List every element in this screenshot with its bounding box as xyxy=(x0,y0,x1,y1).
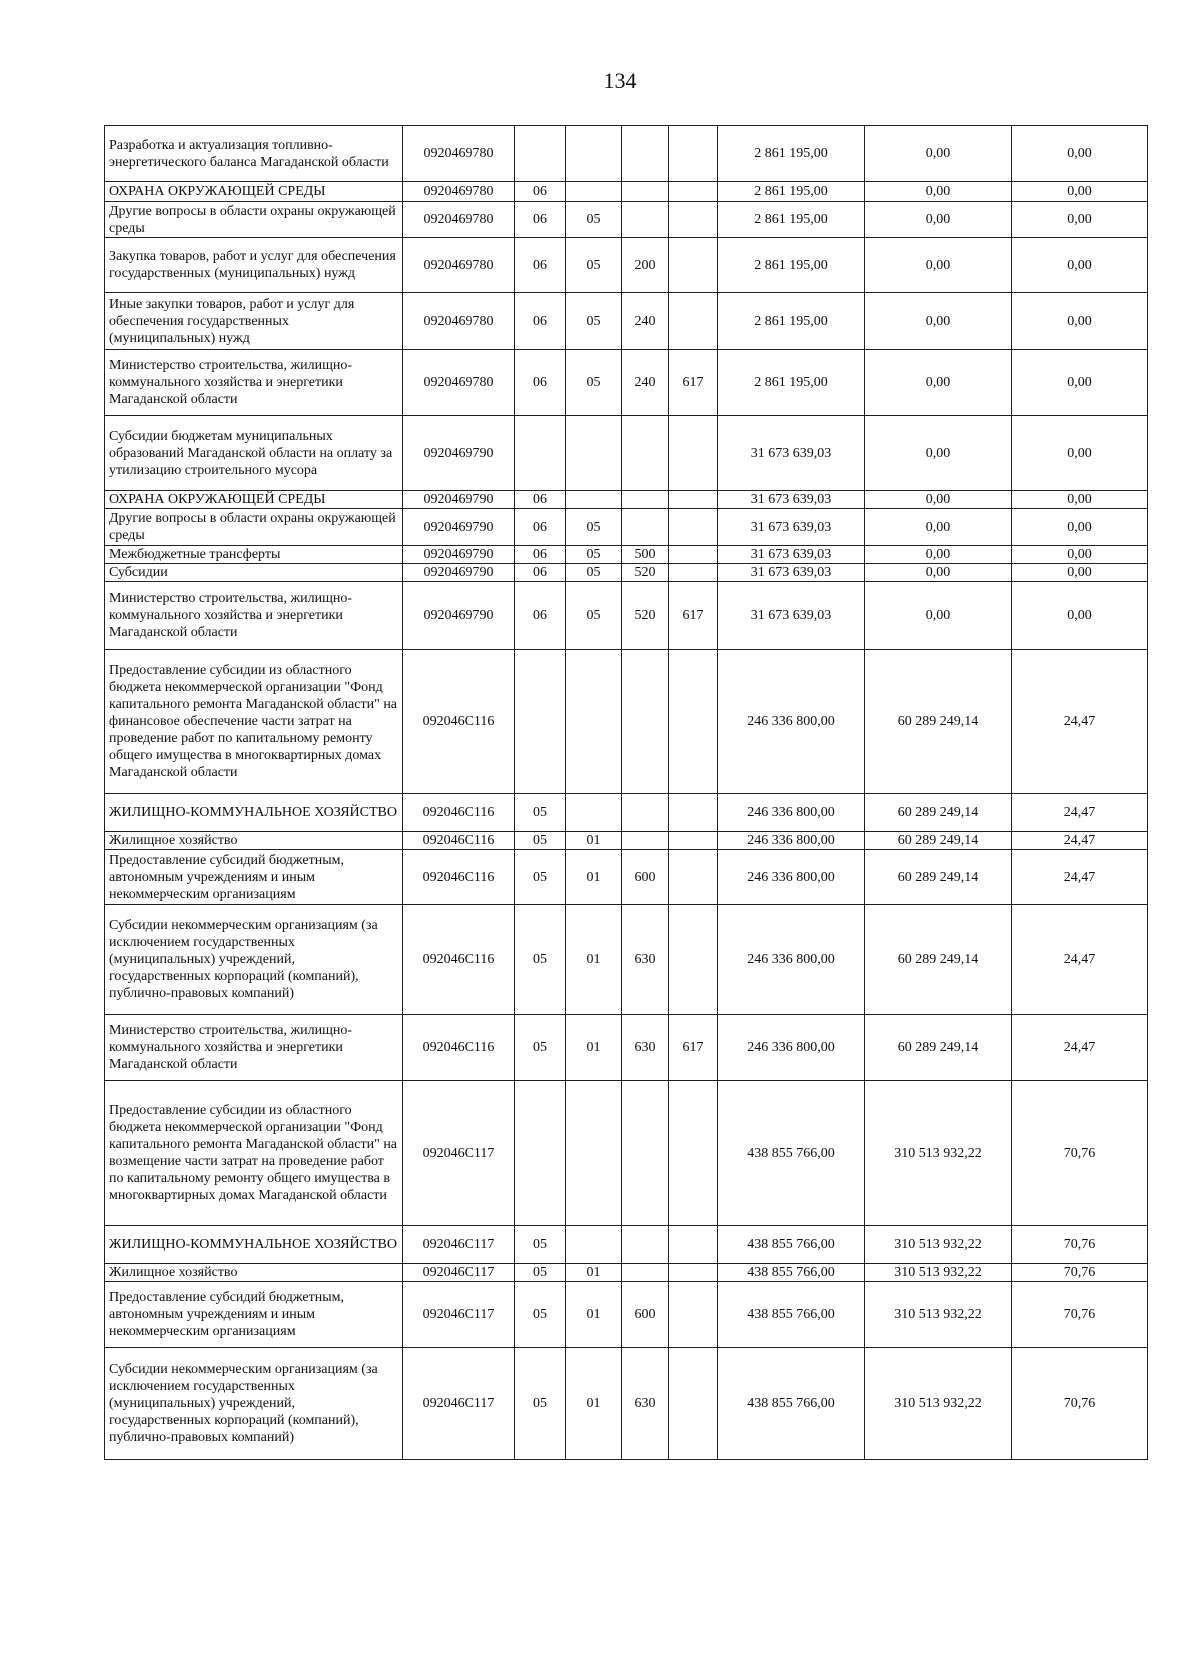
row-vr-cell: 600 xyxy=(622,1282,669,1348)
row-csr-cell: 0920469790 xyxy=(403,564,515,582)
row-pr-cell: 05 xyxy=(566,202,622,238)
row-fact-cell: 0,00 xyxy=(865,182,1012,202)
row-fact-cell: 60 289 249,14 xyxy=(865,650,1012,794)
row-vr-cell xyxy=(622,182,669,202)
row-csr-cell: 0920469780 xyxy=(403,238,515,293)
row-csr-cell: 092046С116 xyxy=(403,905,515,1015)
row-fact-cell: 0,00 xyxy=(865,293,1012,350)
row-percent-cell: 0,00 xyxy=(1012,509,1148,546)
row-plan-cell: 2 861 195,00 xyxy=(718,182,865,202)
row-grbs-cell xyxy=(669,905,718,1015)
table-row xyxy=(105,238,1148,293)
row-grbs-cell xyxy=(669,126,718,182)
row-rz-cell: 05 xyxy=(515,832,566,850)
row-plan-cell: 31 673 639,03 xyxy=(718,582,865,650)
row-rz-cell: 05 xyxy=(515,1264,566,1282)
row-pr-cell xyxy=(566,794,622,832)
row-csr-cell: 092046С117 xyxy=(403,1282,515,1348)
row-pr-cell xyxy=(566,491,622,509)
row-vr-cell xyxy=(622,1226,669,1264)
row-rz-cell: 06 xyxy=(515,509,566,546)
row-name-cell: Субсидии некоммерческим организациям (за исключением государственных (муниципальных) учреждений, государственных корпораций (компаний), публично-правовых компаний) xyxy=(105,1348,403,1460)
row-percent-cell: 0,00 xyxy=(1012,202,1148,238)
row-csr-cell: 0920469790 xyxy=(403,416,515,491)
row-pr-cell xyxy=(566,416,622,491)
row-percent-cell: 70,76 xyxy=(1012,1226,1148,1264)
row-plan-cell: 438 855 766,00 xyxy=(718,1264,865,1282)
row-name-cell: Разработка и актуализация топливно-энергетического баланса Магаданской области xyxy=(105,126,403,182)
row-csr-cell: 092046С116 xyxy=(403,850,515,905)
row-csr-cell: 0920469780 xyxy=(403,293,515,350)
row-grbs-cell xyxy=(669,794,718,832)
row-pr-cell: 01 xyxy=(566,905,622,1015)
row-rz-cell: 05 xyxy=(515,1348,566,1460)
row-plan-cell: 31 673 639,03 xyxy=(718,546,865,564)
row-vr-cell: 520 xyxy=(622,582,669,650)
row-grbs-cell: 617 xyxy=(669,1015,718,1081)
row-plan-cell: 246 336 800,00 xyxy=(718,1015,865,1081)
row-rz-cell: 06 xyxy=(515,350,566,416)
row-percent-cell: 0,00 xyxy=(1012,416,1148,491)
row-percent-cell: 0,00 xyxy=(1012,546,1148,564)
row-rz-cell: 05 xyxy=(515,1226,566,1264)
row-rz-cell: 06 xyxy=(515,202,566,238)
row-fact-cell: 310 513 932,22 xyxy=(865,1226,1012,1264)
row-pr-cell xyxy=(566,650,622,794)
row-pr-cell: 01 xyxy=(566,1282,622,1348)
row-vr-cell: 240 xyxy=(622,350,669,416)
row-plan-cell: 31 673 639,03 xyxy=(718,416,865,491)
row-pr-cell: 05 xyxy=(566,238,622,293)
row-csr-cell: 0920469780 xyxy=(403,182,515,202)
table-row xyxy=(105,1264,1148,1282)
row-pr-cell: 05 xyxy=(566,293,622,350)
row-rz-cell: 05 xyxy=(515,850,566,905)
row-vr-cell: 630 xyxy=(622,1015,669,1081)
row-csr-cell: 0920469780 xyxy=(403,350,515,416)
table-row xyxy=(105,293,1148,350)
row-rz-cell: 06 xyxy=(515,546,566,564)
row-csr-cell: 0920469790 xyxy=(403,509,515,546)
table-row xyxy=(105,1282,1148,1348)
row-vr-cell: 520 xyxy=(622,564,669,582)
row-name-cell: Министерство строительства, жилищно-коммунального хозяйства и энергетики Магаданской области xyxy=(105,1015,403,1081)
row-csr-cell: 092046С117 xyxy=(403,1081,515,1226)
row-grbs-cell: 617 xyxy=(669,582,718,650)
row-percent-cell: 70,76 xyxy=(1012,1264,1148,1282)
row-fact-cell: 60 289 249,14 xyxy=(865,1015,1012,1081)
row-grbs-cell xyxy=(669,1348,718,1460)
row-pr-cell: 01 xyxy=(566,832,622,850)
row-pr-cell xyxy=(566,182,622,202)
table-row xyxy=(105,416,1148,491)
row-fact-cell: 60 289 249,14 xyxy=(865,850,1012,905)
row-plan-cell: 246 336 800,00 xyxy=(718,850,865,905)
row-fact-cell: 310 513 932,22 xyxy=(865,1264,1012,1282)
row-plan-cell: 438 855 766,00 xyxy=(718,1282,865,1348)
row-name-cell: ЖИЛИЩНО-КОММУНАЛЬНОЕ ХОЗЯЙСТВО xyxy=(105,794,403,832)
table-row xyxy=(105,202,1148,238)
table-row xyxy=(105,905,1148,1015)
row-rz-cell: 05 xyxy=(515,1015,566,1081)
row-plan-cell: 246 336 800,00 xyxy=(718,905,865,1015)
row-fact-cell: 0,00 xyxy=(865,202,1012,238)
row-name-cell: Другие вопросы в области охраны окружающей среды xyxy=(105,509,403,546)
row-vr-cell xyxy=(622,794,669,832)
row-percent-cell: 0,00 xyxy=(1012,238,1148,293)
row-plan-cell: 246 336 800,00 xyxy=(718,650,865,794)
table-row xyxy=(105,509,1148,546)
row-rz-cell: 05 xyxy=(515,905,566,1015)
row-rz-cell: 05 xyxy=(515,794,566,832)
row-name-cell: Министерство строительства, жилищно-коммунального хозяйства и энергетики Магаданской области xyxy=(105,350,403,416)
row-csr-cell: 0920469790 xyxy=(403,546,515,564)
row-percent-cell: 0,00 xyxy=(1012,182,1148,202)
row-fact-cell: 0,00 xyxy=(865,582,1012,650)
row-percent-cell: 70,76 xyxy=(1012,1081,1148,1226)
row-vr-cell xyxy=(622,1264,669,1282)
row-fact-cell: 310 513 932,22 xyxy=(865,1081,1012,1226)
row-csr-cell: 092046С116 xyxy=(403,650,515,794)
row-name-cell: Жилищное хозяйство xyxy=(105,1264,403,1282)
row-grbs-cell xyxy=(669,416,718,491)
row-fact-cell: 0,00 xyxy=(865,564,1012,582)
row-pr-cell: 05 xyxy=(566,350,622,416)
row-plan-cell: 31 673 639,03 xyxy=(718,491,865,509)
row-rz-cell: 06 xyxy=(515,491,566,509)
table-row xyxy=(105,650,1148,794)
row-vr-cell xyxy=(622,1081,669,1226)
table-row xyxy=(105,850,1148,905)
row-fact-cell: 310 513 932,22 xyxy=(865,1348,1012,1460)
row-rz-cell xyxy=(515,650,566,794)
row-vr-cell xyxy=(622,126,669,182)
row-csr-cell: 092046С116 xyxy=(403,1015,515,1081)
row-fact-cell: 60 289 249,14 xyxy=(865,794,1012,832)
row-rz-cell: 06 xyxy=(515,582,566,650)
row-percent-cell: 70,76 xyxy=(1012,1348,1148,1460)
row-fact-cell: 0,00 xyxy=(865,416,1012,491)
row-csr-cell: 0920469790 xyxy=(403,491,515,509)
row-percent-cell: 0,00 xyxy=(1012,582,1148,650)
row-name-cell: ЖИЛИЩНО-КОММУНАЛЬНОЕ ХОЗЯЙСТВО xyxy=(105,1226,403,1264)
row-percent-cell: 0,00 xyxy=(1012,293,1148,350)
row-pr-cell: 01 xyxy=(566,1015,622,1081)
row-fact-cell: 0,00 xyxy=(865,491,1012,509)
row-plan-cell: 31 673 639,03 xyxy=(718,509,865,546)
row-csr-cell: 092046С116 xyxy=(403,832,515,850)
row-grbs-cell xyxy=(669,1226,718,1264)
row-pr-cell: 05 xyxy=(566,509,622,546)
row-rz-cell xyxy=(515,416,566,491)
table-row xyxy=(105,582,1148,650)
row-vr-cell: 630 xyxy=(622,905,669,1015)
row-csr-cell: 092046С116 xyxy=(403,794,515,832)
row-plan-cell: 2 861 195,00 xyxy=(718,126,865,182)
row-fact-cell: 0,00 xyxy=(865,546,1012,564)
table-row xyxy=(105,1081,1148,1226)
row-grbs-cell xyxy=(669,202,718,238)
row-grbs-cell xyxy=(669,546,718,564)
table-row xyxy=(105,564,1148,582)
row-name-cell: Другие вопросы в области охраны окружающей среды xyxy=(105,202,403,238)
row-plan-cell: 31 673 639,03 xyxy=(718,564,865,582)
row-pr-cell xyxy=(566,126,622,182)
row-grbs-cell xyxy=(669,509,718,546)
row-rz-cell: 06 xyxy=(515,293,566,350)
row-csr-cell: 092046С117 xyxy=(403,1264,515,1282)
row-percent-cell: 24,47 xyxy=(1012,832,1148,850)
row-grbs-cell xyxy=(669,182,718,202)
budget-table xyxy=(104,125,1148,1460)
row-name-cell: Предоставление субсидий бюджетным, автономным учреждениям и иным некоммерческим организациям xyxy=(105,850,403,905)
page-number: 134 xyxy=(603,68,637,93)
row-name-cell: ОХРАНА ОКРУЖАЮЩЕЙ СРЕДЫ xyxy=(105,491,403,509)
row-csr-cell: 092046С117 xyxy=(403,1226,515,1264)
row-grbs-cell xyxy=(669,1282,718,1348)
row-vr-cell xyxy=(622,509,669,546)
row-csr-cell: 0920469780 xyxy=(403,202,515,238)
row-grbs-cell xyxy=(669,1264,718,1282)
row-fact-cell: 0,00 xyxy=(865,238,1012,293)
row-rz-cell: 06 xyxy=(515,564,566,582)
row-percent-cell: 70,76 xyxy=(1012,1282,1148,1348)
row-plan-cell: 2 861 195,00 xyxy=(718,202,865,238)
row-name-cell: Предоставление субсидии из областного бюджета некоммерческой организации "Фонд капитального ремонта Магаданской области" на возмещение части затрат на проведение работ по капитальному ремонту общего имущества в многоквартирных домах Магаданской области xyxy=(105,1081,403,1226)
row-plan-cell: 246 336 800,00 xyxy=(718,794,865,832)
row-name-cell: Иные закупки товаров, работ и услуг для обеспечения государственных (муниципальных) нужд xyxy=(105,293,403,350)
row-percent-cell: 24,47 xyxy=(1012,850,1148,905)
table-row xyxy=(105,126,1148,182)
row-vr-cell xyxy=(622,832,669,850)
row-pr-cell: 01 xyxy=(566,1264,622,1282)
row-fact-cell: 0,00 xyxy=(865,350,1012,416)
row-vr-cell xyxy=(622,491,669,509)
row-pr-cell: 05 xyxy=(566,546,622,564)
row-grbs-cell xyxy=(669,564,718,582)
row-name-cell: Предоставление субсидии из областного бюджета некоммерческой организации "Фонд капитального ремонта Магаданской области" на финансовое обеспечение части затрат на проведение работ по капитальному ремонту общего имущества в многоквартирных домах Магаданской области xyxy=(105,650,403,794)
row-vr-cell: 630 xyxy=(622,1348,669,1460)
row-name-cell: ОХРАНА ОКРУЖАЮЩЕЙ СРЕДЫ xyxy=(105,182,403,202)
row-fact-cell: 0,00 xyxy=(865,126,1012,182)
row-fact-cell: 0,00 xyxy=(865,509,1012,546)
table-row xyxy=(105,794,1148,832)
row-vr-cell: 200 xyxy=(622,238,669,293)
row-name-cell: Жилищное хозяйство xyxy=(105,832,403,850)
row-rz-cell: 05 xyxy=(515,1282,566,1348)
row-name-cell: Субсидии некоммерческим организациям (за исключением государственных (муниципальных) учреждений, государственных корпораций (компаний), публично-правовых компаний) xyxy=(105,905,403,1015)
table-row xyxy=(105,491,1148,509)
row-percent-cell: 24,47 xyxy=(1012,650,1148,794)
row-name-cell: Межбюджетные трансферты xyxy=(105,546,403,564)
row-grbs-cell xyxy=(669,850,718,905)
row-fact-cell: 60 289 249,14 xyxy=(865,905,1012,1015)
row-plan-cell: 438 855 766,00 xyxy=(718,1226,865,1264)
row-fact-cell: 60 289 249,14 xyxy=(865,832,1012,850)
table-row xyxy=(105,1226,1148,1264)
row-grbs-cell xyxy=(669,832,718,850)
row-vr-cell: 240 xyxy=(622,293,669,350)
row-rz-cell: 06 xyxy=(515,238,566,293)
row-pr-cell: 05 xyxy=(566,582,622,650)
row-percent-cell: 24,47 xyxy=(1012,905,1148,1015)
table-body xyxy=(105,126,1148,1460)
row-grbs-cell xyxy=(669,1081,718,1226)
row-grbs-cell xyxy=(669,650,718,794)
row-plan-cell: 2 861 195,00 xyxy=(718,293,865,350)
row-percent-cell: 0,00 xyxy=(1012,126,1148,182)
row-pr-cell: 01 xyxy=(566,1348,622,1460)
row-vr-cell xyxy=(622,650,669,794)
row-percent-cell: 24,47 xyxy=(1012,794,1148,832)
row-csr-cell: 092046С117 xyxy=(403,1348,515,1460)
row-grbs-cell xyxy=(669,491,718,509)
row-percent-cell: 0,00 xyxy=(1012,491,1148,509)
row-plan-cell: 2 861 195,00 xyxy=(718,350,865,416)
table-row xyxy=(105,1015,1148,1081)
row-name-cell: Министерство строительства, жилищно-коммунального хозяйства и энергетики Магаданской области xyxy=(105,582,403,650)
row-vr-cell xyxy=(622,416,669,491)
table-row xyxy=(105,546,1148,564)
row-plan-cell: 438 855 766,00 xyxy=(718,1081,865,1226)
row-plan-cell: 246 336 800,00 xyxy=(718,832,865,850)
row-name-cell: Субсидии бюджетам муниципальных образований Магаданской области на оплату за утилизацию строительного мусора xyxy=(105,416,403,491)
row-csr-cell: 0920469780 xyxy=(403,126,515,182)
row-plan-cell: 438 855 766,00 xyxy=(718,1348,865,1460)
row-rz-cell: 06 xyxy=(515,182,566,202)
row-name-cell: Закупка товаров, работ и услуг для обеспечения государственных (муниципальных) нужд xyxy=(105,238,403,293)
row-grbs-cell: 617 xyxy=(669,350,718,416)
row-vr-cell xyxy=(622,202,669,238)
row-rz-cell xyxy=(515,1081,566,1226)
row-name-cell: Субсидии xyxy=(105,564,403,582)
table-row xyxy=(105,182,1148,202)
row-pr-cell: 01 xyxy=(566,850,622,905)
table-row xyxy=(105,350,1148,416)
row-percent-cell: 0,00 xyxy=(1012,564,1148,582)
row-fact-cell: 310 513 932,22 xyxy=(865,1282,1012,1348)
row-grbs-cell xyxy=(669,238,718,293)
row-csr-cell: 0920469790 xyxy=(403,582,515,650)
row-vr-cell: 600 xyxy=(622,850,669,905)
row-percent-cell: 0,00 xyxy=(1012,350,1148,416)
row-vr-cell: 500 xyxy=(622,546,669,564)
row-pr-cell xyxy=(566,1081,622,1226)
row-grbs-cell xyxy=(669,293,718,350)
table-row xyxy=(105,832,1148,850)
row-rz-cell xyxy=(515,126,566,182)
row-name-cell: Предоставление субсидий бюджетным, автономным учреждениям и иным некоммерческим организациям xyxy=(105,1282,403,1348)
row-pr-cell xyxy=(566,1226,622,1264)
table-row xyxy=(105,1348,1148,1460)
row-pr-cell: 05 xyxy=(566,564,622,582)
row-percent-cell: 24,47 xyxy=(1012,1015,1148,1081)
row-plan-cell: 2 861 195,00 xyxy=(718,238,865,293)
